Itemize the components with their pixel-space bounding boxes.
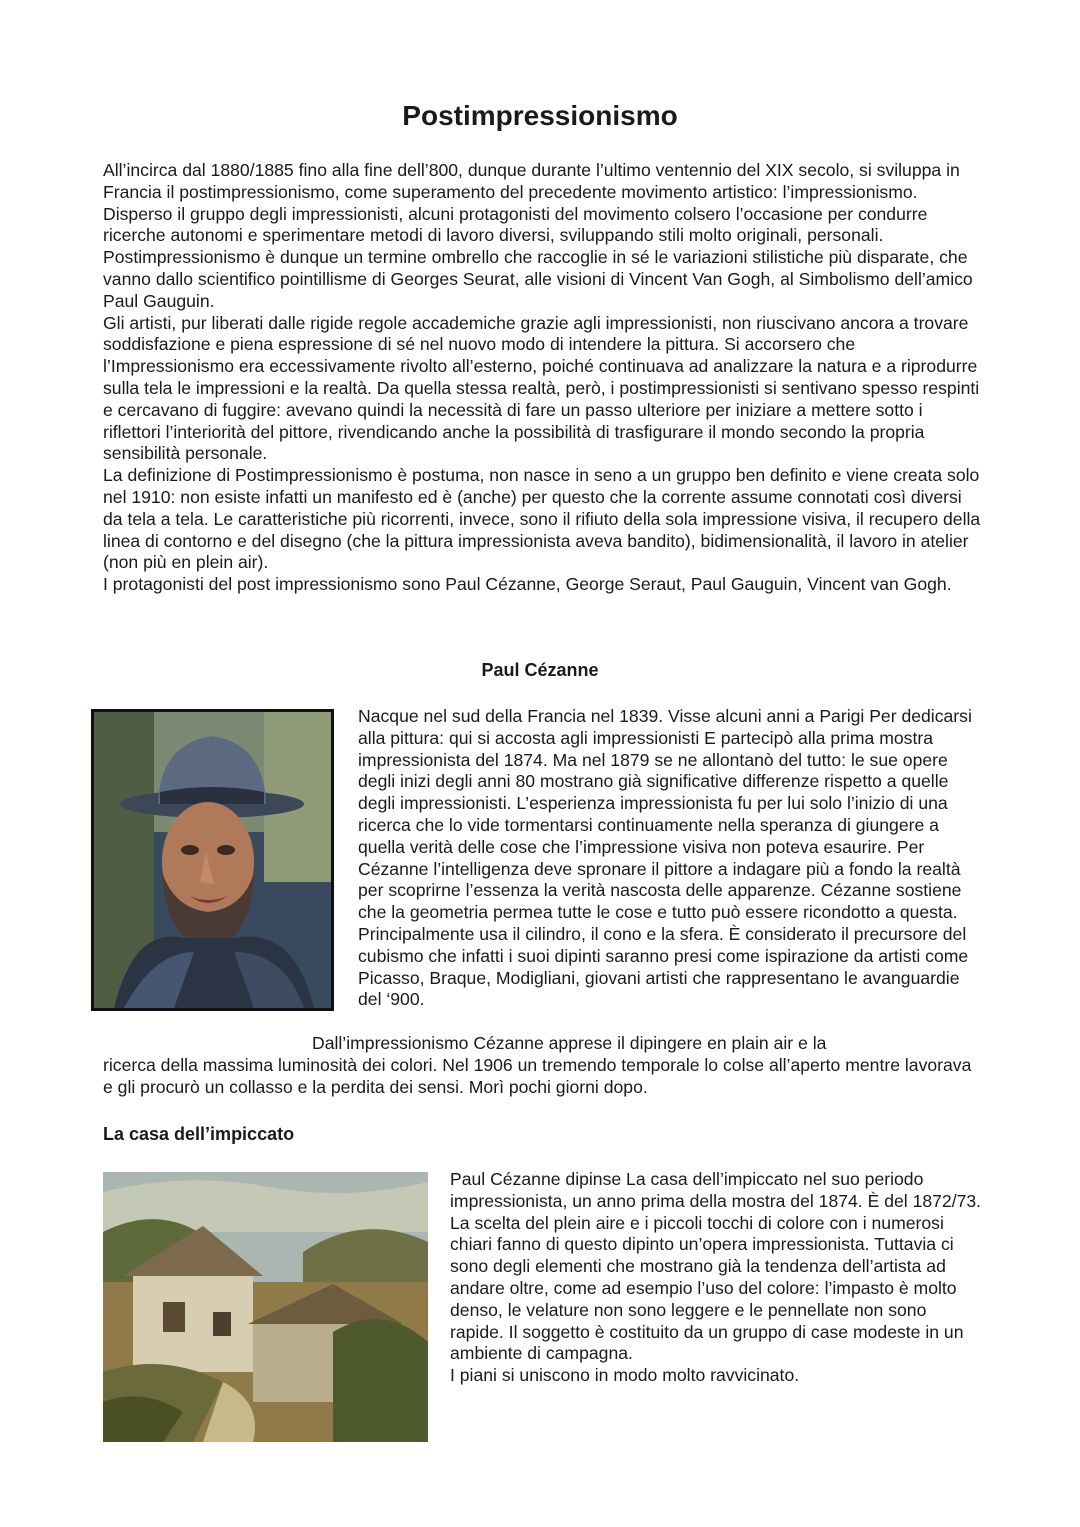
intro-paragraph: All’incirca dal 1880/1885 fino alla fine dell’800, dunque durante l’ultimo ventennio del XIX secolo, si sviluppa in Francia il postimpressionismo, come superamento del precedente movimento artistico: l’impressionismo. Disperso il gruppo degli impressionisti, alcuni protagonisti del movimento colsero l’occasione per condurre ricerche autonomi e sperimentare metodi di lavoro diversi, sviluppando stili molto originali, personali. Postimpressionismo è dunque un termine ombrello che raccoglie in sé le variazioni stilistiche più disparate, che vanno dallo scientifico pointillisme di Georges Seurat, alle visioni di Vincent Van Gogh, al Simbolismo dell’amico Paul Gauguin.	[103, 160, 973, 311]
intro-paragraph: I protagonisti del post impressionismo sono Paul Cézanne, George Seraut, Paul Gauguin, Vincent van Gogh.	[103, 574, 952, 595]
casa-paragraph: Paul Cézanne dipinse La casa dell’impiccato nel suo periodo impressionista, un anno prima della mostra del 1874. È del 1872/73. La scelta del plein aire e i piccoli tocchi di colore con i numerosi chiari fanno di questo dipinto un’opera impressionista. Tuttavia ci sono degli elementi che mostrano già la tendenza dell’artista ad andare oltre, come ad esempio l’uso del colore: l’impasto è molto denso, le velature non sono leggere e le pennellate non sono rapide. Il soggetto è costituito da un gruppo di case modeste in un ambiente di campagna.	[450, 1169, 982, 1364]
casa-paragraph: I piani si uniscono in modo molto ravvicinato.	[450, 1365, 800, 1386]
cezanne-bio-continued	[103, 1033, 983, 1098]
intro-paragraph: La definizione di Postimpressionismo è postuma, non nasce in seno a un gruppo ben definito e viene creata solo nel 1910: non esiste infatti un manifesto ed è (anche) per questo che la corrente assume connotati così diversi da tela a tela. Le caratteristiche più ricorrenti, invece, sono il rifiuto della sola impressione visiva, il recupero della linea di contorno e del disegno (che la pittura impressionista aveva bandito), bidimensionalità, il lavoro in atelier (non più en plein air).	[103, 465, 981, 573]
page-title: Postimpressionismo	[402, 100, 678, 131]
casa-heading: La casa dell’impiccato	[103, 1124, 295, 1144]
cezanne-self-portrait-image	[91, 709, 334, 1011]
intro-text	[103, 160, 983, 596]
intro-paragraph: Gli artisti, pur liberati dalle rigide regole accademiche grazie agli impressionisti, non riuscivano ancora a trovare soddisfazione e piena espressione di sé nel nuovo modo di intendere la pittura. Si accorsero che l’Impressionismo era eccessivamente rivolto all’esterno, poiché continuava ad analizzare la natura e a riprodurre sulla tela le impressioni e la realtà. Da quella stessa realtà, però, i postimpressionisti si sentivano spesso respinti e cercavano di fuggire: avevano quindi la necessità di fare un passo ulteriore per iniziare a mettere sotto i riflettori l’interiorità del pittore, rivendicando anche la possibilità di trasfigurare il mondo secondo la propria sensibilità personale.	[103, 312, 980, 464]
bio-continued-rest: ricerca della massima luminosità dei colori. Nel 1906 un tremendo temporale lo colse all’aperto mentre lavorava e gli procurò un collasso e la perdita dei sensi. Morì pochi giorni dopo.	[103, 1054, 972, 1097]
casa-impiccato-painting-image	[103, 1172, 428, 1442]
cezanne-heading: Paul Cézanne	[481, 660, 599, 680]
cezanne-bio: Nacque nel sud della Francia nel 1839. Visse alcuni anni a Parigi Per dedicarsi alla pittura: qui si accosta agli impressionisti E partecipò alla prima mostra impressionista del 1874. Ma nel 1879 se ne allontanò del tutto: le sue opere degli inizi degli anni 80 mostrano già significative differenze rispetto a quelle degli impressionisti. L’esperienza impressionista fu per lui solo l’inizio di una ricerca che lo vide tormentarsi continuamente nella speranza di giungere a quella verità delle cose che l’impressione visiva non poteva esaurire. Per Cézanne l’intelligenza deve spronare il pittore a indagare più a fondo la realtà per scoprirne l’essenza la verità nascosta delle apparenze. Cézanne sostiene che la geometria permea tutte le cose e tutto può essere ricondotto a questa. Principalmente usa il cilindro, il cono e la sfera. È considerato il precursore del cubismo che infatti i suoi dipinti saranno presi come ispirazione da artisti come Picasso, Braque, Modigliani, giovani artisti che rappresentano le avanguardie del ‘900.	[358, 706, 972, 1010]
bio-continued-first-line: Dall’impressionismo Cézanne apprese il dipingere en plain air e la	[312, 1033, 827, 1053]
casa-description	[450, 1169, 985, 1387]
